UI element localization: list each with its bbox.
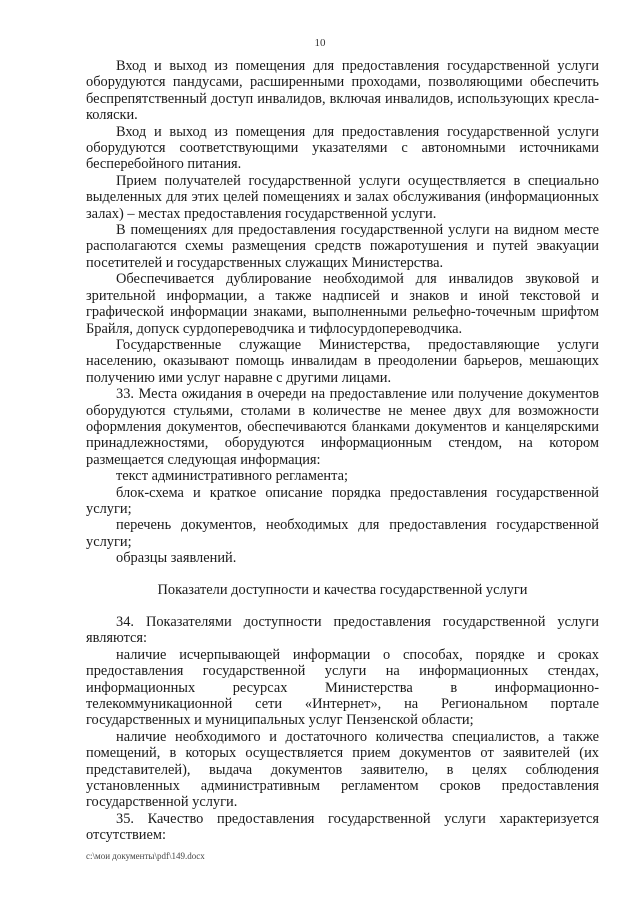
paragraph: Обеспечивается дублирование необходимой для инвалидов звуковой и зрительной информации, а также надписей и знаков и иной текстовой и графической информации знаками, выполненными рельефно-точечным шрифтом Брайля, допуск сурдопереводчика и тифлосурдопереводчика. (86, 271, 599, 337)
footer-file-path: c:\мои документы\pdf\149.docx (86, 851, 205, 861)
paragraph: наличие исчерпывающей информации о способах, порядке и сроках предоставления государственной услуги на информационных стендах, информационных ресурсах Министерства в информационно-телекоммуникационной сети «Интернет», на Региональном портале государственных и муниципальных услуг Пензенской области; (86, 646, 599, 729)
paragraph: наличие необходимого и достаточного количества специалистов, а также помещений, в которых осуществляется прием документов от заявителей (их представителей), выдача документов заявителю, в целях соблюдения установленных административным регламентом сроков предоставления государственной услуги. (86, 728, 599, 811)
section-heading: Показатели доступности и качества государственной услуги (157, 581, 528, 598)
paragraph: Вход и выход из помещения для предоставления государственной услуги оборудуются соответствующими указателями с автономными источниками бесперебойного питания. (86, 123, 599, 173)
paragraph: Государственные служащие Министерства, предоставляющие услуги населению, оказывают помощь инвалидам в преодолении барьеров, мешающих получению ими услуг наравне с другими лицами. (86, 336, 599, 386)
list-item: образцы заявлений. (116, 550, 237, 567)
paragraph: Вход и выход из помещения для предоставления государственной услуги оборудуются пандусами, расширенными проходами, позволяющими обеспечить беспрепятственный доступ инвалидов, включая инвалидов, использующих кресла-коляски. (86, 58, 599, 124)
page-number: 10 (314, 37, 326, 49)
paragraph: В помещениях для предоставления государственной услуги на видном месте располагаются схемы размещения средств пожаротушения и путей эвакуации посетителей и государственных служащих Министерства. (86, 222, 599, 271)
list-item: перечень документов, необходимых для предоставления государственной услуги; (86, 517, 599, 550)
document-body (86, 58, 599, 844)
paragraph: Прием получателей государственной услуги осуществляется в специально выделенных для этих целей помещениях и залах обслуживания (информационных залах) – местах предоставления государственной услуги. (86, 172, 599, 222)
paragraph: 33. Места ожидания в очереди на предоставление или получение документов оборудуются стульями, столами в количестве не менее двух для возможности оформления документов, обеспечиваются бланками документов и канцелярскими принадлежностями, оборудуются информационным стендом, на котором размещается следующая информация: (86, 386, 599, 468)
list-item: текст административного регламента; (116, 468, 348, 485)
paragraph: 35. Качество предоставления государственной услуги характеризуется отсутствием: (86, 810, 599, 844)
list-item: блок-схема и краткое описание порядка предоставления государственной услуги; (86, 484, 599, 517)
paragraph: 34. Показателями доступности предоставления государственной услуги являются: (86, 614, 599, 647)
